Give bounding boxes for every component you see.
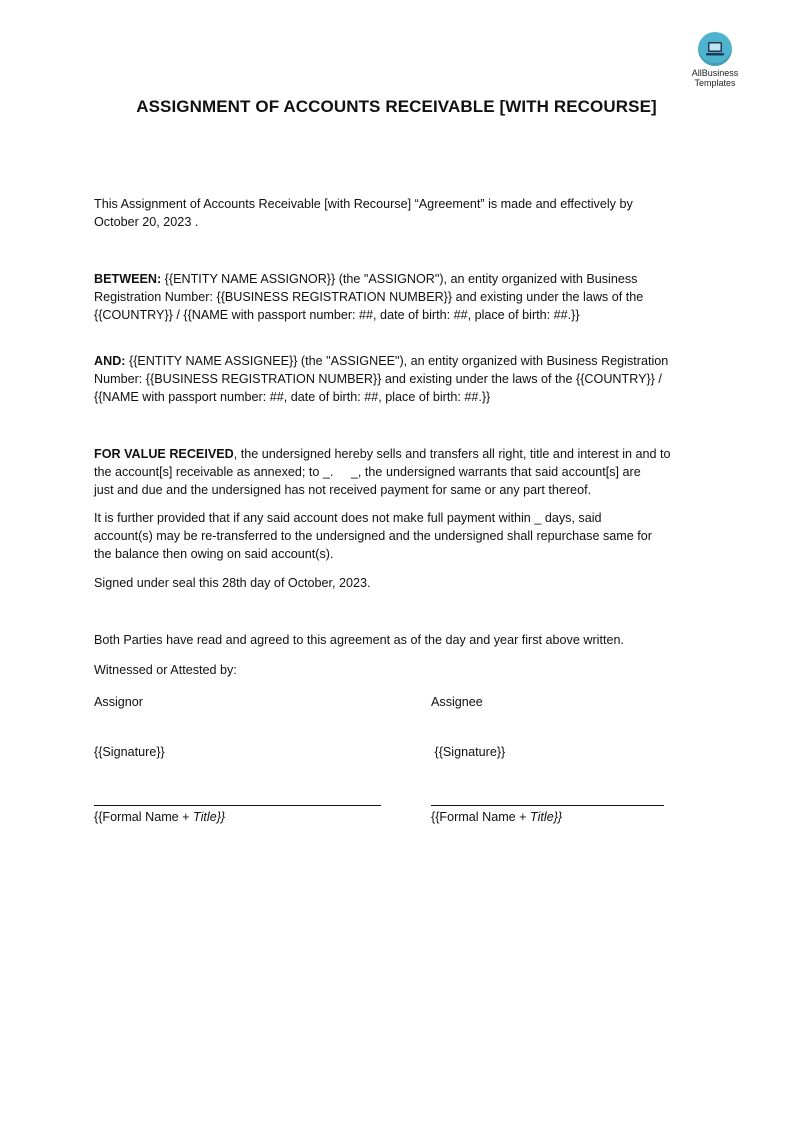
between-label: BETWEEN:: [94, 272, 162, 286]
assignor-name-prefix: {{Formal Name +: [94, 810, 194, 824]
and-line-2: Number: {{BUSINESS REGISTRATION NUMBER}} and existing under the laws of the {{COUNTRY}} /: [94, 372, 662, 386]
allbusiness-logo: [680, 32, 750, 88]
between-text-1: {{ENTITY NAME ASSIGNOR}} (the "ASSIGNOR"), an entity organized with Business: [161, 272, 638, 286]
and-label: AND:: [94, 354, 126, 368]
value-received-paragraph: [94, 445, 704, 499]
and-line-1: [94, 352, 704, 370]
between-line-2: Registration Number: {{BUSINESS REGISTRATION NUMBER}} and existing under the laws of the: [94, 290, 644, 304]
assignor-name-title: Title}}: [193, 810, 226, 824]
and-paragraph: [94, 352, 704, 406]
logo-text: [680, 68, 750, 88]
value-text-1: , the undersigned hereby sells and transfers all right, title and interest in and to: [233, 447, 671, 461]
intro-line-2: October 20, 2023 .: [94, 215, 199, 229]
assignor-formal-name: [94, 808, 225, 826]
document-title: ASSIGNMENT OF ACCOUNTS RECEIVABLE [WITH RECOURSE]: [136, 97, 657, 116]
assignor-signature: {{Signature}}: [94, 745, 165, 759]
laptop-icon: [698, 32, 732, 66]
between-paragraph: [94, 270, 704, 324]
value-line-3: just and due and the undersigned has not received payment for same or any part thereof.: [94, 483, 592, 497]
intro-line-1: This Assignment of Accounts Receivable [with Recourse] “Agreement” is made and effectively by: [94, 197, 633, 211]
value-line-2: the account[s] receivable as annexed; to _. _, the undersigned warrants that said account[s] are: [94, 465, 641, 479]
logo-line-1: AllBusiness: [691, 68, 739, 78]
between-line-3: {{COUNTRY}} / {{NAME with passport number: ##, date of birth: ##, place of birth: ##.}}: [94, 308, 580, 322]
assignor-signature-line: [94, 805, 381, 806]
assignee-signature-line: [431, 805, 664, 806]
value-label: FOR VALUE RECEIVED: [94, 447, 234, 461]
between-line-1: [94, 270, 704, 288]
assignee-name-title: Title}}: [530, 810, 563, 824]
assignee-label: Assignee: [431, 695, 483, 709]
assignee-name-prefix: {{Formal Name +: [431, 810, 531, 824]
logo-line-2: Templates: [694, 78, 736, 88]
intro-paragraph: [94, 195, 704, 231]
and-line-3: {{NAME with passport number: ##, date of birth: ##, place of birth: ##.}}: [94, 390, 491, 404]
and-text-1: {{ENTITY NAME ASSIGNEE}} (the "ASSIGNEE"), an entity organized with Business Registration: [125, 354, 669, 368]
value-line-1: [94, 445, 704, 463]
assignor-label: Assignor: [94, 695, 143, 709]
witness-label: Witnessed or Attested by:: [94, 663, 237, 677]
agreement-statement: Both Parties have read and agreed to this agreement as of the day and year first above written.: [94, 633, 624, 647]
further-paragraph: [94, 509, 704, 563]
assignee-signature: {{Signature}}: [431, 745, 506, 759]
signed-statement: Signed under seal this 28th day of October, 2023.: [94, 576, 371, 590]
further-line-2: account(s) may be re-transferred to the undersigned and the undersigned shall repurchase same for: [94, 529, 652, 543]
further-line-1: It is further provided that if any said account does not make full payment within _ days, said: [94, 511, 602, 525]
further-line-3: the balance then owing on said account(s).: [94, 547, 334, 561]
assignee-formal-name: [431, 808, 562, 826]
